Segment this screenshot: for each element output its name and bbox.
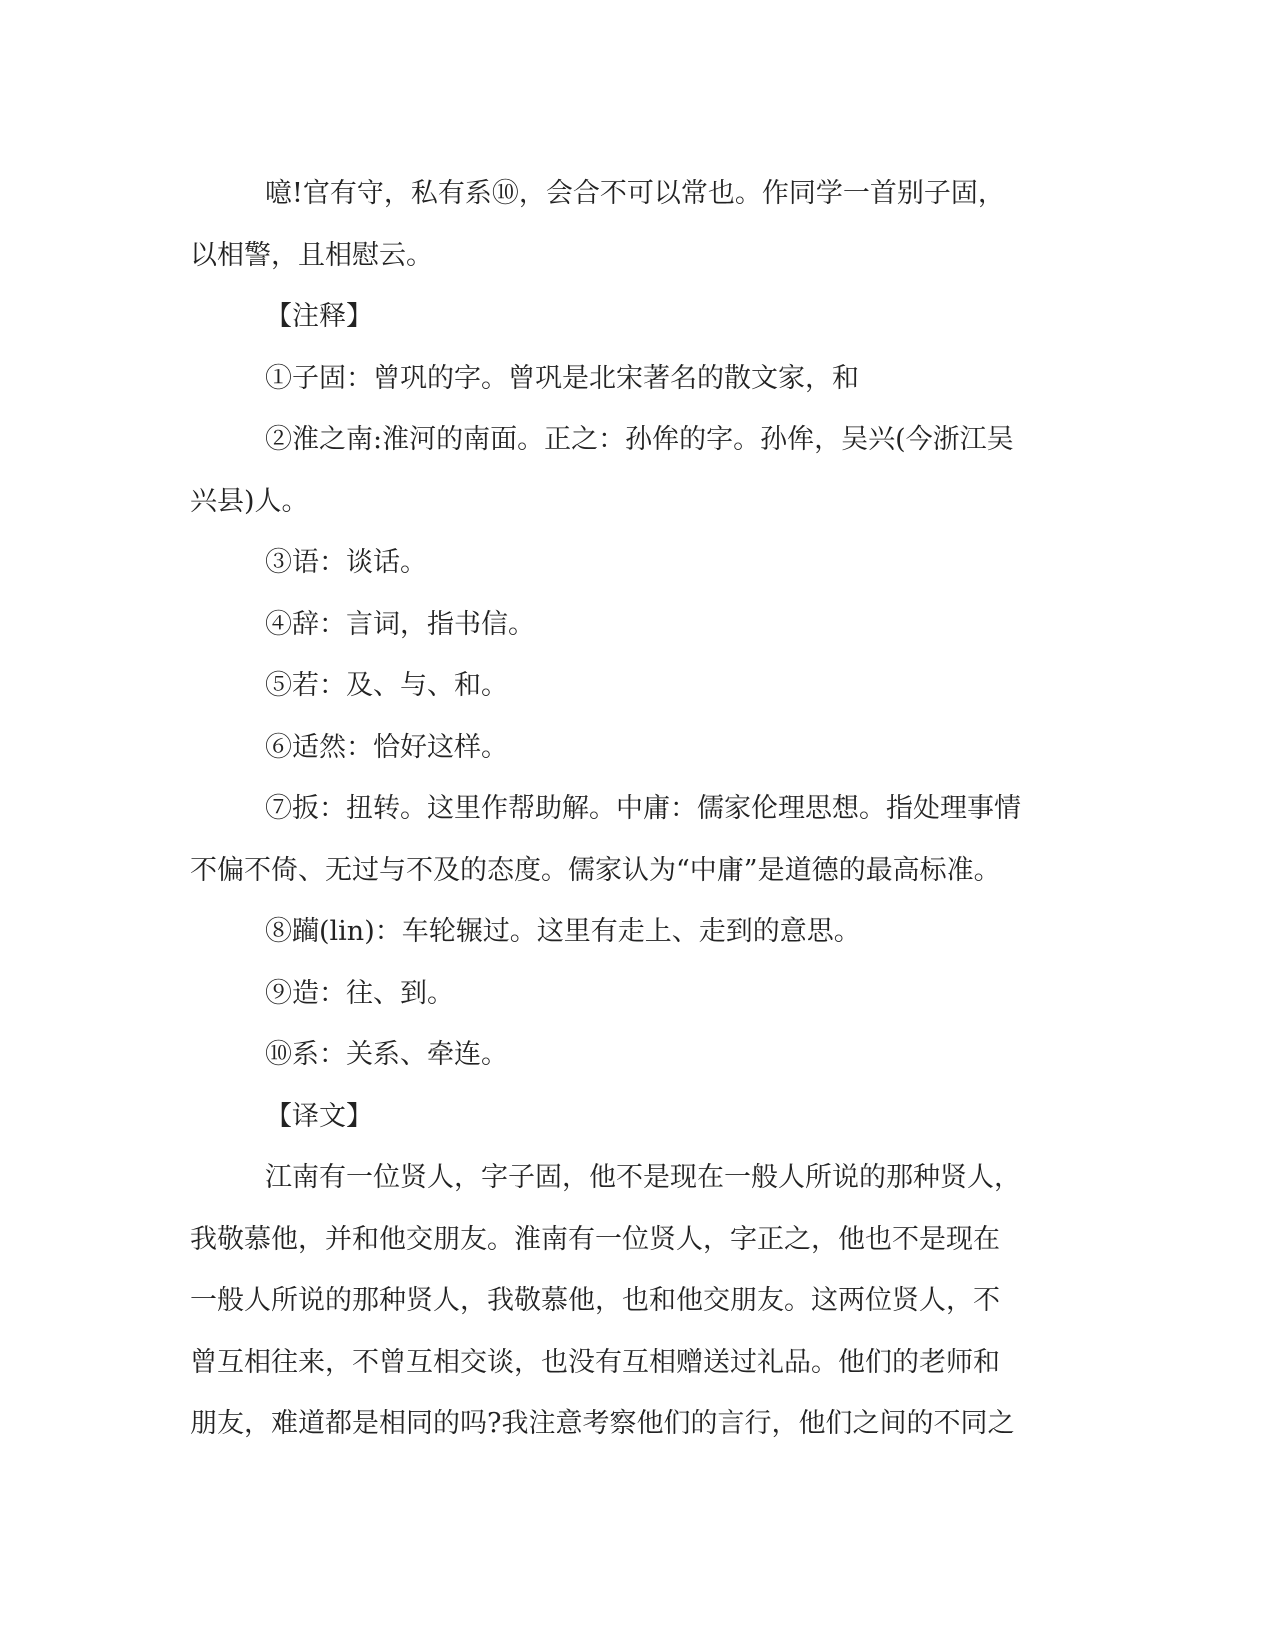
section-heading-notes xyxy=(190,286,1080,348)
line: 朋友，难道都是相同的吗?我注意考察他们的言行，他们之间的不同之 xyxy=(190,1408,1015,1439)
note-item-3 xyxy=(190,532,1080,594)
section-heading-translation xyxy=(190,1086,1080,1148)
line: ⑧躏(lin)：车轮辗过。这里有走上、走到的意思。 xyxy=(265,916,861,947)
line: 以相警，且相慰云。 xyxy=(190,239,433,271)
document-body xyxy=(190,163,1080,1455)
line: 不偏不倚、无过与不及的态度。儒家认为“中庸”是道德的最高标准。 xyxy=(190,854,1001,886)
line: 江南有一位贤人，字子固，他不是现在一般人所说的那种贤人， xyxy=(265,1162,1021,1193)
note-item-10 xyxy=(190,1024,1080,1086)
paragraph-closing xyxy=(190,163,1080,225)
line: ⑩系：关系、牵连。 xyxy=(265,1039,508,1070)
line: ④辞：言词，指书信。 xyxy=(265,608,535,640)
paragraph-closing-cont xyxy=(190,225,1080,287)
line: ⑦扳：扭转。这里作帮助解。中庸：儒家伦理思想。指处理事情 xyxy=(265,793,1021,824)
note-item-9 xyxy=(190,963,1080,1025)
note-item-4 xyxy=(190,594,1080,656)
note-item-2 xyxy=(190,409,1080,471)
translation-paragraph xyxy=(190,1147,1080,1209)
line: 一般人所说的那种贤人，我敬慕他，也和他交朋友。这两位贤人，不 xyxy=(190,1285,1000,1316)
note-item-8 xyxy=(190,901,1080,963)
line: ⑨造：往、到。 xyxy=(265,977,454,1009)
line: 【译文】 xyxy=(265,1100,373,1132)
translation-paragraph-cont xyxy=(190,1393,1080,1455)
note-item-7-cont xyxy=(190,840,1080,902)
note-item-6 xyxy=(190,717,1080,779)
line: 曾互相往来，不曾互相交谈，也没有互相赠送过礼品。他们的老师和 xyxy=(190,1346,1000,1378)
note-item-7 xyxy=(190,778,1080,840)
translation-paragraph-cont xyxy=(190,1332,1080,1394)
line: 噫!官有守，私有系⑩，会合不可以常也。作同学一首别子固， xyxy=(265,178,1005,209)
note-item-5 xyxy=(190,655,1080,717)
note-item-1 xyxy=(190,348,1080,410)
line: 【注释】 xyxy=(265,301,373,332)
line: ②淮之南:淮河的南面。正之：孙侔的字。孙侔，吴兴(今浙江吴 xyxy=(265,424,1014,455)
line: 兴县)人。 xyxy=(190,485,309,517)
translation-paragraph-cont xyxy=(190,1209,1080,1271)
translation-paragraph-cont xyxy=(190,1270,1080,1332)
line: ③语：谈话。 xyxy=(265,547,427,578)
note-item-2-cont xyxy=(190,471,1080,533)
line: ⑥适然：恰好这样。 xyxy=(265,731,508,763)
line: ①子固：曾巩的字。曾巩是北宋著名的散文家，和 xyxy=(265,362,859,394)
line: ⑤若：及、与、和。 xyxy=(265,670,508,701)
line: 我敬慕他，并和他交朋友。淮南有一位贤人，字正之，他也不是现在 xyxy=(190,1223,1000,1255)
